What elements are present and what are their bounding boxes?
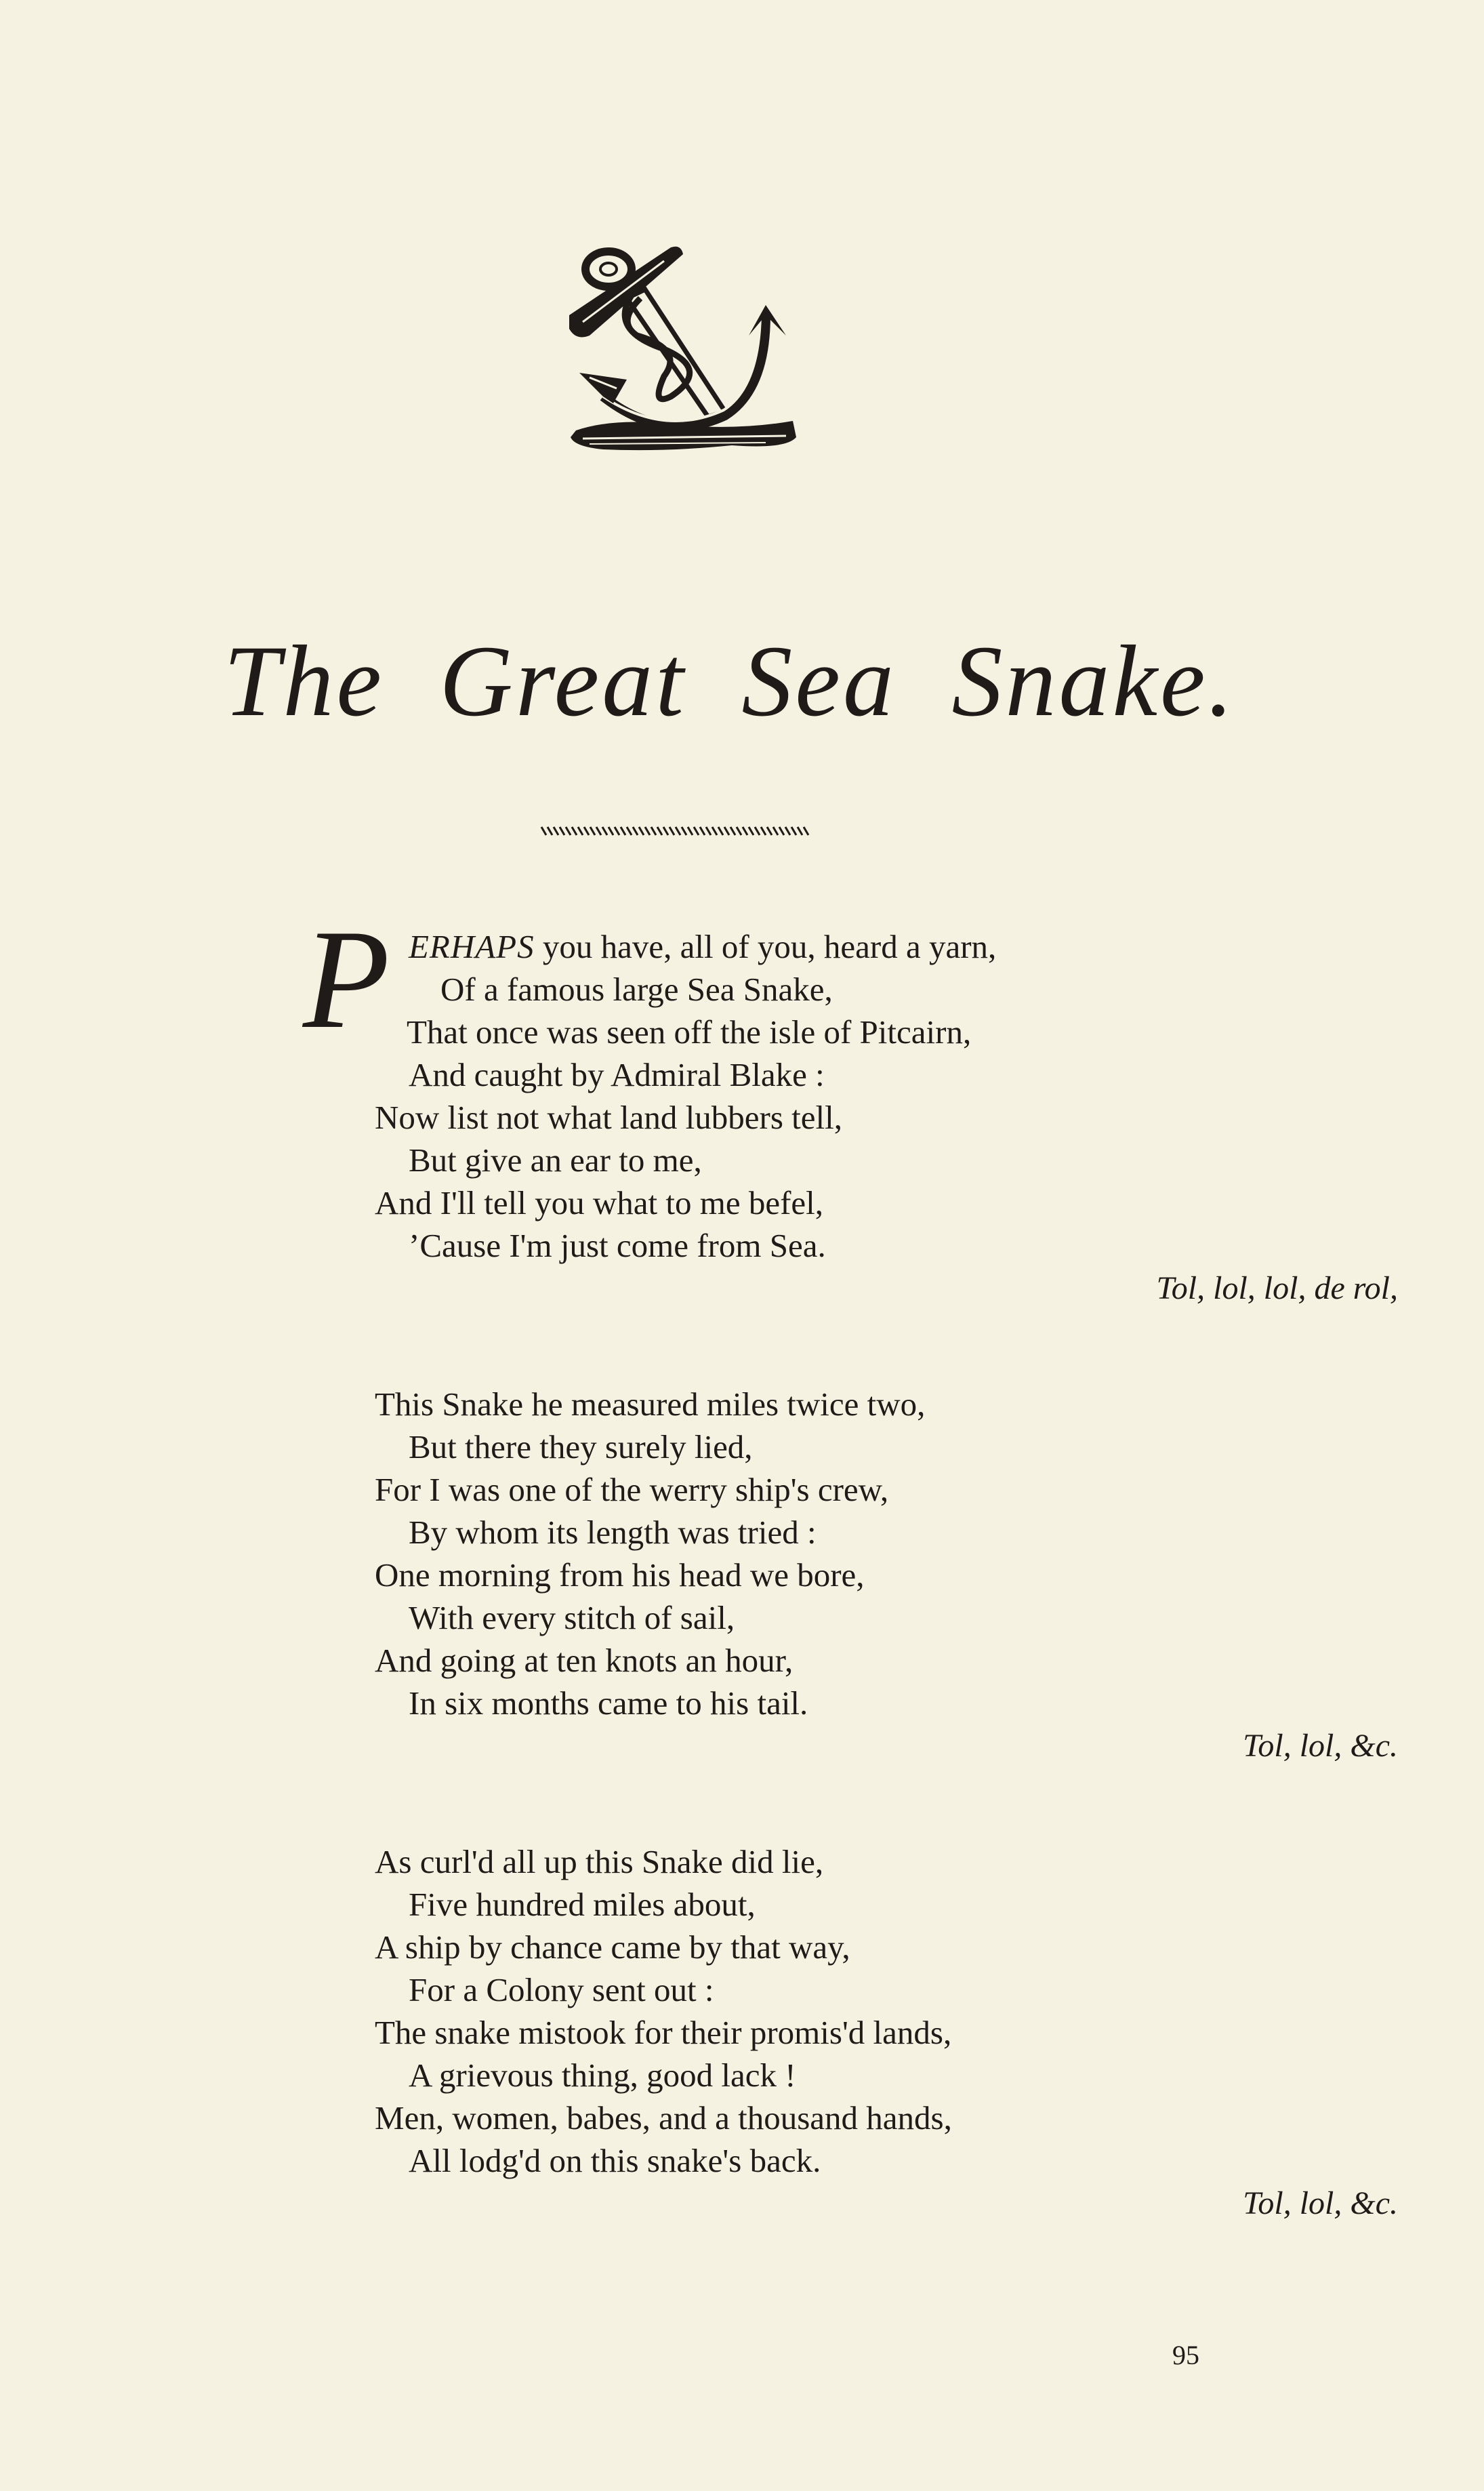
refrain: Tol, lol, &c. [1243, 2185, 1398, 2221]
rope-strand [676, 827, 680, 835]
drop-cap: P [303, 901, 390, 1058]
rope-divider [539, 826, 813, 836]
rope-strand [554, 827, 558, 835]
rope-strand [749, 827, 754, 835]
rope-strand [596, 827, 601, 835]
poem-line: For I was one of the werry ship's crew, [375, 1471, 889, 1508]
rope-strand [566, 827, 571, 835]
poem-line: Five hundred miles about, [409, 1886, 756, 1923]
rope-strand [718, 827, 723, 835]
rope-strand [804, 827, 808, 835]
rope-strand [621, 827, 625, 835]
rope-strand [791, 827, 796, 835]
poem-line: ’Cause I'm just come from Sea. [409, 1227, 826, 1264]
poem-line: And going at ten knots an hour, [375, 1642, 793, 1679]
poem-line: With every stitch of sail, [409, 1599, 735, 1636]
poem-line: A grievous thing, good lack ! [409, 2057, 796, 2094]
rope-strand [663, 827, 668, 835]
rope-strand [767, 827, 772, 835]
rope-strand [737, 827, 741, 835]
poem-line: Men, women, babes, and a thousand hands, [375, 2099, 952, 2136]
rope-strand [548, 827, 552, 835]
rope-strand [560, 827, 564, 835]
poem-line: One morning from his head we bore, [375, 1556, 865, 1594]
rope-strand [609, 827, 613, 835]
poem-line: Now list not what land lubbers tell, [375, 1099, 842, 1136]
rope-strand [590, 827, 595, 835]
rope-strand [706, 827, 711, 835]
rope-strand [602, 827, 607, 835]
poem-line: By whom its length was tried : [409, 1514, 817, 1551]
rope-strand [627, 827, 632, 835]
rope-strand [785, 827, 790, 835]
rope-strand [798, 827, 802, 835]
rope-strand [584, 827, 589, 835]
poem-line: In six months came to his tail. [409, 1684, 808, 1722]
rope-strand [572, 827, 577, 835]
poem-line: As curl'd all up this Snake did lie, [375, 1843, 824, 1880]
rope-strand [657, 827, 662, 835]
rope-strand [773, 827, 778, 835]
rope-strand [700, 827, 705, 835]
rope-strand [688, 827, 693, 835]
poem-line: And I'll tell you what to me befel, [375, 1184, 824, 1221]
poem-line: A ship by chance came by that way, [375, 1928, 850, 1966]
poem-line: But give an ear to me, [409, 1141, 702, 1179]
poem-line: ERHAPS you have, all of you, heard a yarn, [409, 928, 997, 965]
rope-strand [651, 827, 656, 835]
poem-line: For a Colony sent out : [409, 1971, 714, 2008]
refrain: Tol, lol, lol, de rol, [1156, 1270, 1398, 1306]
rope-strand [730, 827, 735, 835]
rope-strand [761, 827, 766, 835]
rope-strand [541, 827, 546, 835]
rope-strand [743, 827, 747, 835]
poem-title: The Great Sea Snake. [224, 625, 1237, 737]
poem-line: The snake mistook for their promis'd lands, [375, 2014, 952, 2051]
rope-strand [645, 827, 650, 835]
rope-strand [694, 827, 699, 835]
rope-strand [633, 827, 638, 835]
poem-line: That once was seen off the isle of Pitcairn, [407, 1013, 972, 1051]
poem-line: But there they surely lied, [409, 1428, 753, 1465]
poem-line: Of a famous large Sea Snake, [440, 971, 833, 1008]
rope-strand [779, 827, 784, 835]
refrain: Tol, lol, &c. [1243, 1728, 1398, 1764]
rope-strand [615, 827, 619, 835]
rope-strand [669, 827, 674, 835]
rope-strand [639, 827, 644, 835]
rope-strand [682, 827, 686, 835]
opening-word: ERHAPS [409, 928, 535, 965]
rope-strand [755, 827, 760, 835]
poem-line: This Snake he measured miles twice two, [375, 1385, 926, 1423]
anchor-icon [562, 234, 806, 474]
poem-line: And caught by Admiral Blake : [409, 1056, 825, 1093]
rope-strand [712, 827, 717, 835]
rope-strand [578, 827, 583, 835]
page-number: 95 [1172, 2340, 1199, 2370]
poem-line: All lodg'd on this snake's back. [409, 2142, 821, 2179]
rope-strand [724, 827, 729, 835]
